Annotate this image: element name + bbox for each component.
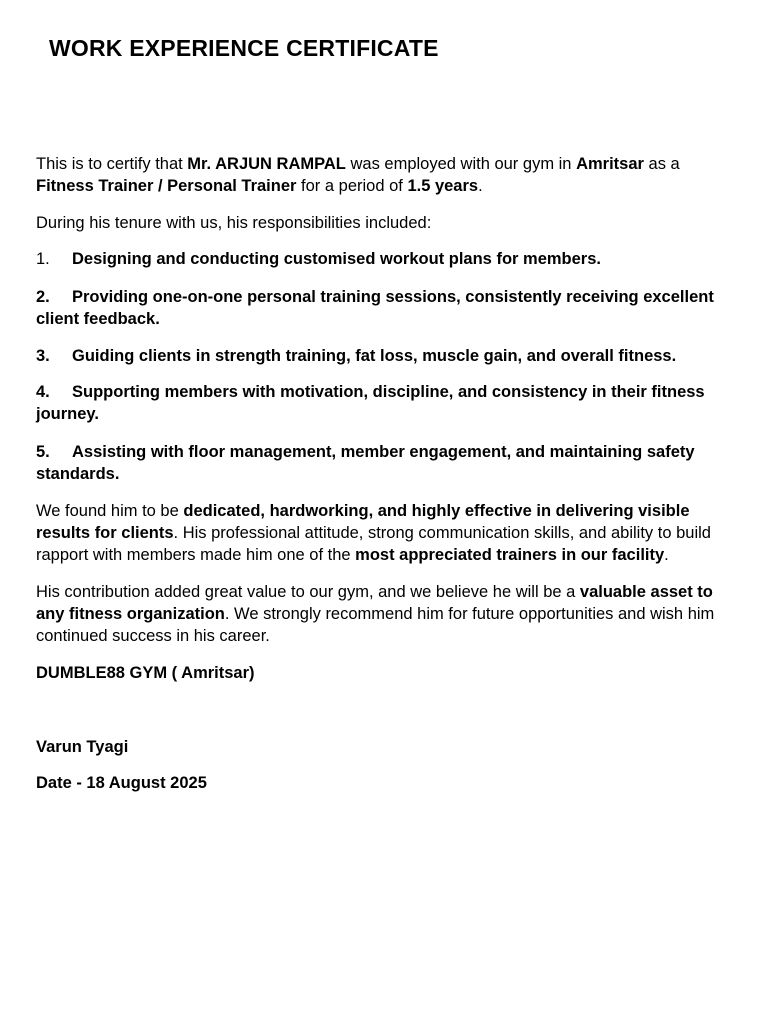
responsibility-number: 2. — [36, 288, 50, 306]
assessment-text-3: . — [664, 546, 669, 564]
gym-name: DUMBLE88 GYM ( Amritsar) — [36, 664, 255, 682]
assessment-text-1: We found him to be — [36, 502, 184, 520]
intro-text-3: as a — [643, 155, 680, 173]
responsibility-number: 5. — [36, 443, 50, 461]
recommendation-text-2: . We strongly recommend him for future opportunities and wish him continued success in his career. — [36, 605, 715, 645]
recommendation-bold: valuable asset to any fitness organization — [36, 583, 713, 623]
responsibility-text: Assisting with floor management, member engagement, and maintaining safety standards. — [36, 443, 695, 483]
issue-date: Date - 18 August 2025 — [36, 774, 207, 792]
responsibility-text: Guiding clients in strength training, fat loss, muscle gain, and overall fitness. — [72, 347, 677, 365]
intro-text-4: for a period of — [296, 177, 408, 195]
gym-city: Amritsar — [576, 155, 644, 173]
employee-name: Mr. ARJUN RAMPAL — [187, 155, 346, 173]
responsibility-text: Designing and conducting customised workout plans for members. — [72, 250, 601, 268]
intro-text-5: . — [478, 177, 483, 195]
responsibility-item — [36, 345, 726, 367]
signatory-name: Varun Tyagi — [36, 738, 129, 756]
responsibility-text: Supporting members with motivation, discipline, and consistency in their fitness journey. — [36, 383, 705, 423]
responsibility-item — [36, 441, 726, 485]
responsibility-number: 1. — [36, 250, 50, 268]
responsibility-item — [36, 286, 726, 330]
intro-paragraph — [36, 153, 726, 197]
intro-text-1: This is to certify that — [36, 155, 188, 173]
certificate-title: WORK EXPERIENCE CERTIFICATE — [49, 35, 439, 61]
recommendation-text-1: His contribution added great value to our gym, and we believe he will be a — [36, 583, 580, 601]
responsibility-text: Providing one-on-one personal training sessions, consistently receiving excellent client feedback. — [36, 288, 714, 328]
responsibility-item — [36, 248, 726, 270]
responsibility-number: 4. — [36, 383, 50, 401]
recommendation-paragraph — [36, 581, 726, 647]
responsibilities-lead: During his tenure with us, his responsibilities included: — [36, 214, 432, 232]
job-role: Fitness Trainer / Personal Trainer — [36, 177, 297, 195]
intro-text-2: was employed with our gym in — [345, 155, 577, 173]
employment-period: 1.5 years — [407, 177, 479, 195]
assessment-paragraph — [36, 500, 726, 566]
assessment-text-2: . His professional attitude, strong communication skills, and ability to build rapport with members made him one of the — [36, 524, 711, 564]
responsibility-number: 3. — [36, 347, 50, 365]
assessment-bold-2: most appreciated trainers in our facility — [355, 546, 665, 564]
responsibility-item — [36, 381, 726, 425]
assessment-bold-1: dedicated, hardworking, and highly effective in delivering visible results for clients — [36, 502, 690, 542]
